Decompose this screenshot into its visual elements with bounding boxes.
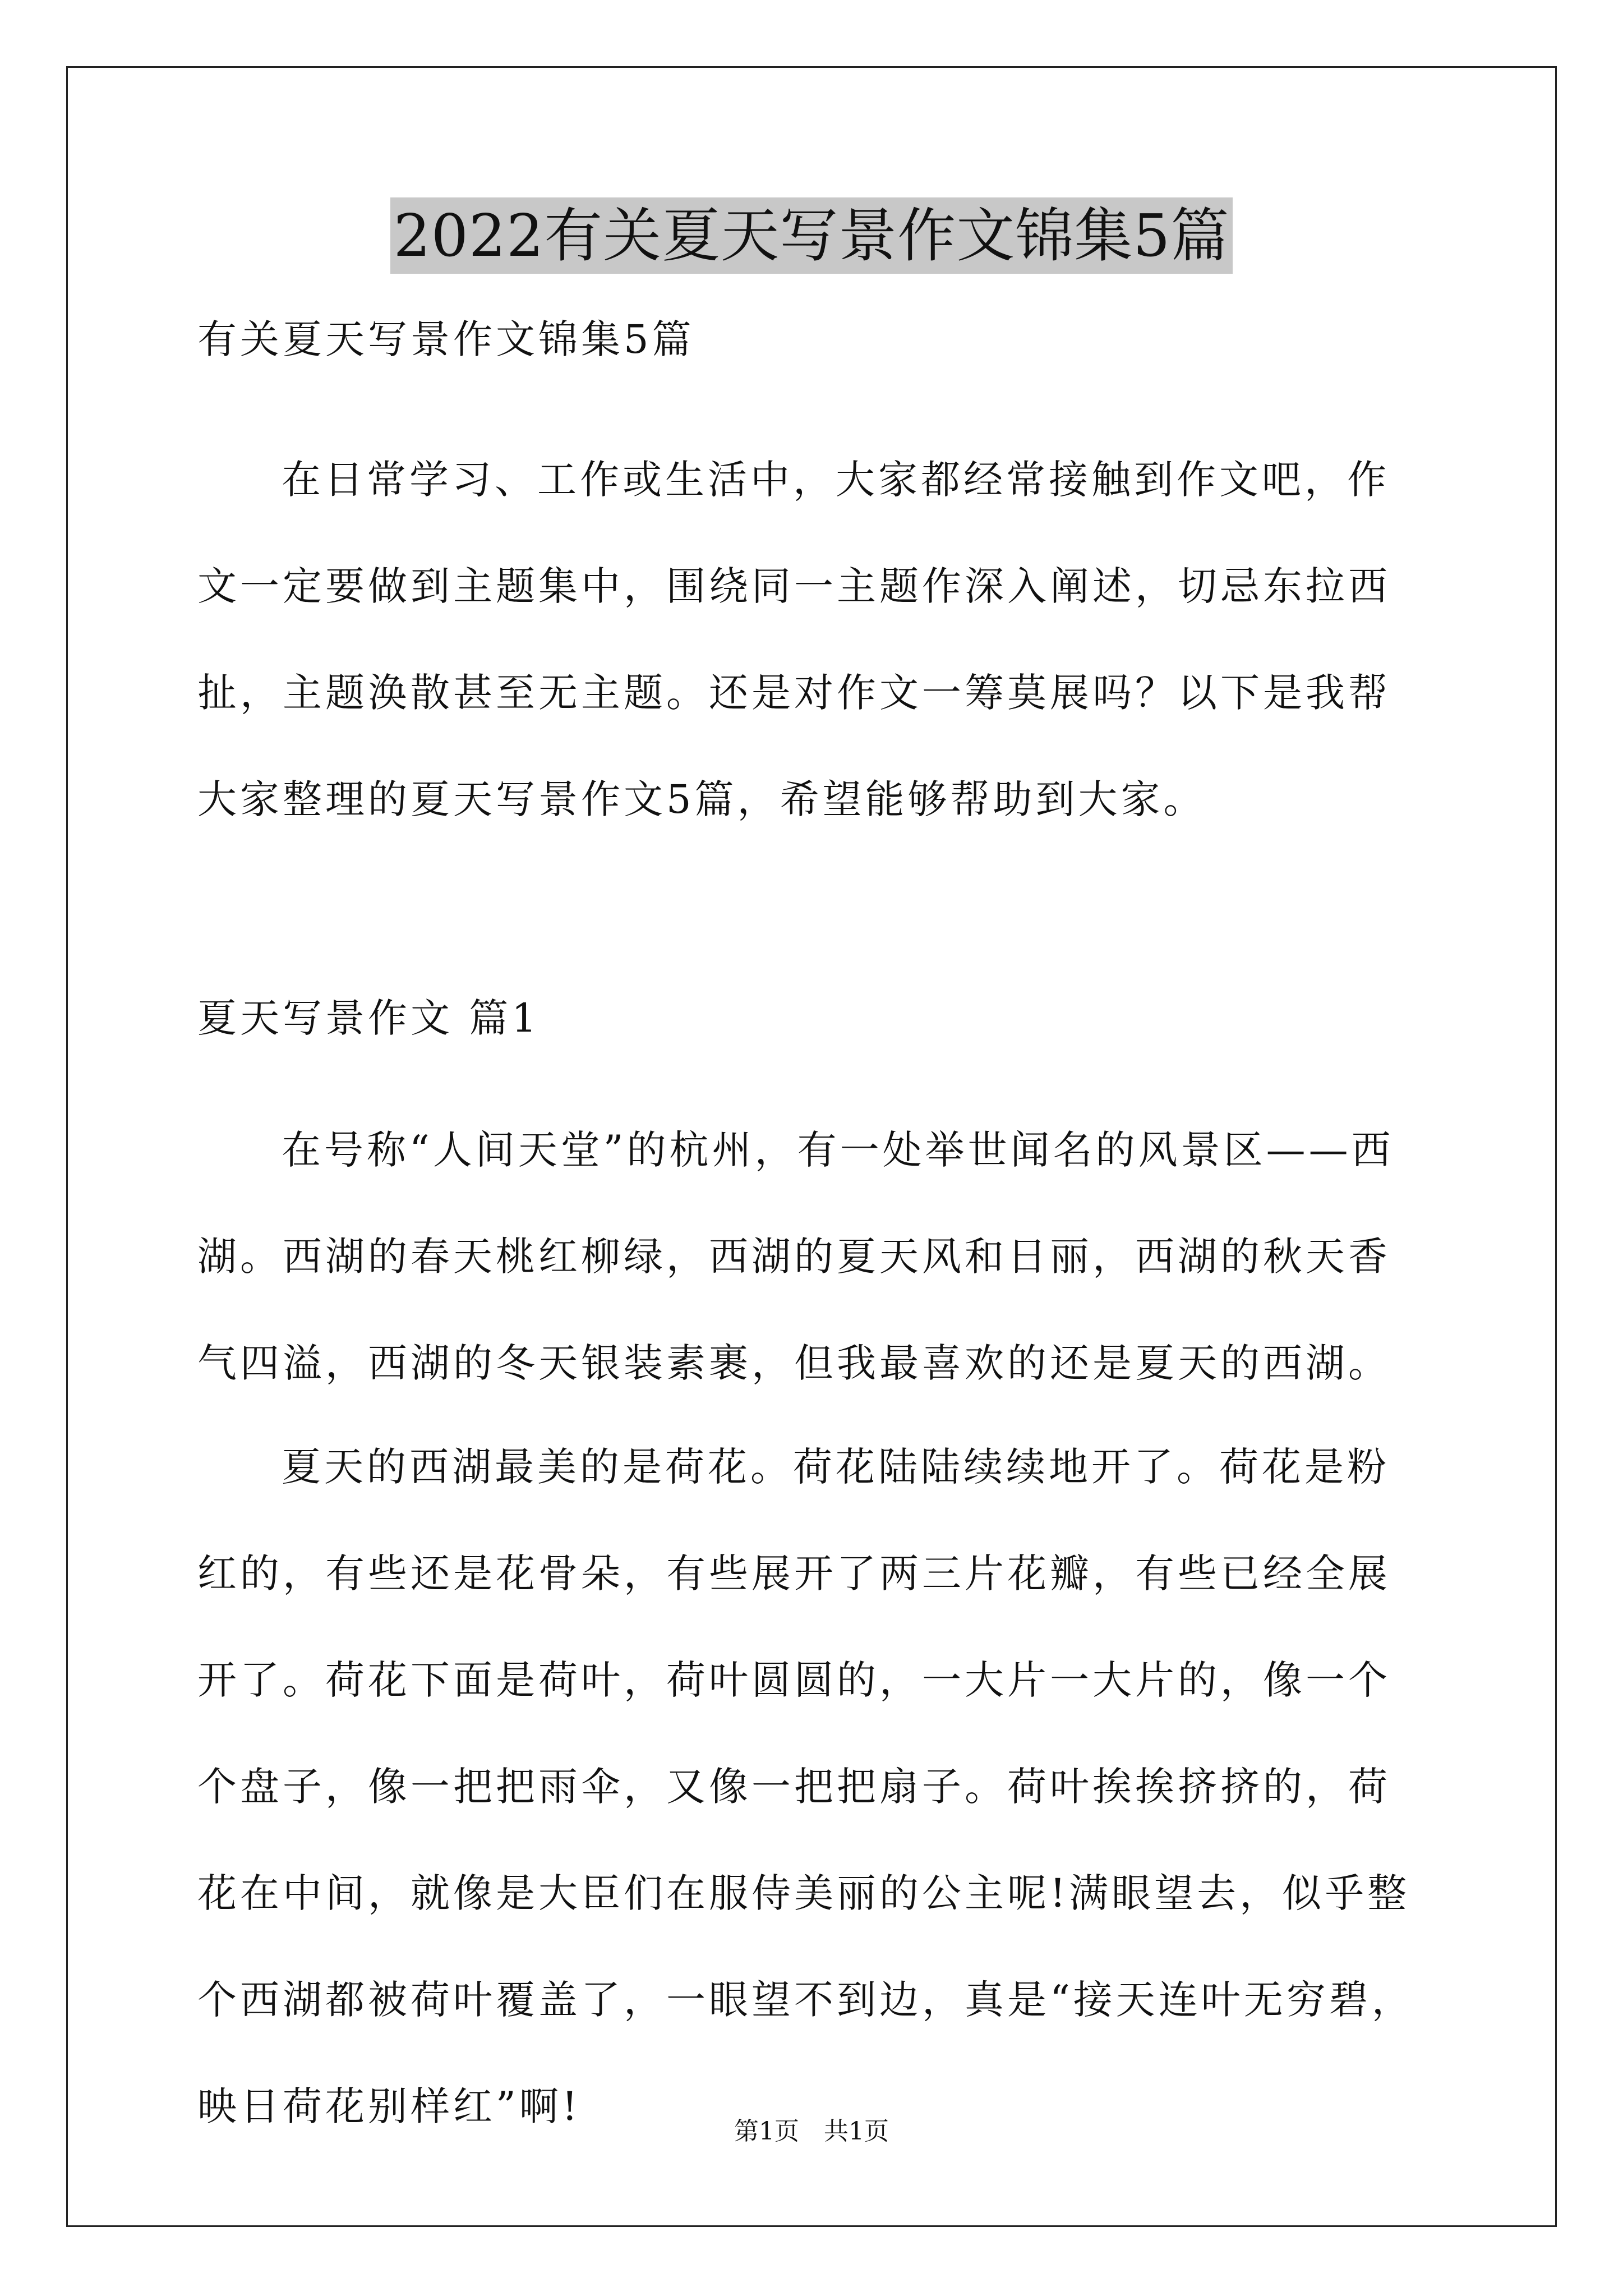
body-paragraph-2: 夏天的西湖最美的是荷花。荷花陆陆续续地开了。荷花是粉红的，有些还是花骨朵，有些展开了两三片花瓣，有些已经全展开了。荷花下面是荷叶，荷叶圆圆的，一大片一大片的，像一个个盘子，像一把把雨伞，又像一把把扇子。荷叶挨挨挤挤的，荷花在中间，就像是大臣们在服侍美丽的公主呢!满眼望去，似乎整个西湖都被荷叶覆盖了，一眼望不到边，真是“接天连叶无穷碧，映日荷花别样红”啊! — [197, 1444, 1414, 2129]
intro-paragraph: 在日常学习、工作或生活中，大家都经常接触到作文吧，作文一定要做到主题集中，围绕同一主题作深入阐述，切忌东拉西扯，主题涣散甚至无主题。还是对作文一筹莫展吗？以下是我帮大家整理的夏天写景作文5篇，希望能够帮助到大家。 — [197, 457, 1391, 822]
page-footer: 第1页 共1页 — [734, 2117, 889, 2146]
document-title: 2022有关夏天写景作文锦集5篇 — [390, 197, 1233, 274]
body-paragraph-1: 在号称“人间天堂”的杭州，有一处举世闻名的风景区——西湖。西湖的春天桃红柳绿，西湖的夏天风和日丽，西湖的秋天香气四溢，西湖的冬天银装素裹，但我最喜欢的还是夏天的西湖。 — [197, 1127, 1394, 1386]
title-container — [0, 197, 1623, 274]
document-subtitle: 有关夏天写景作文锦集5篇 — [197, 316, 695, 362]
section-heading: 夏天写景作文 篇1 — [197, 995, 540, 1041]
